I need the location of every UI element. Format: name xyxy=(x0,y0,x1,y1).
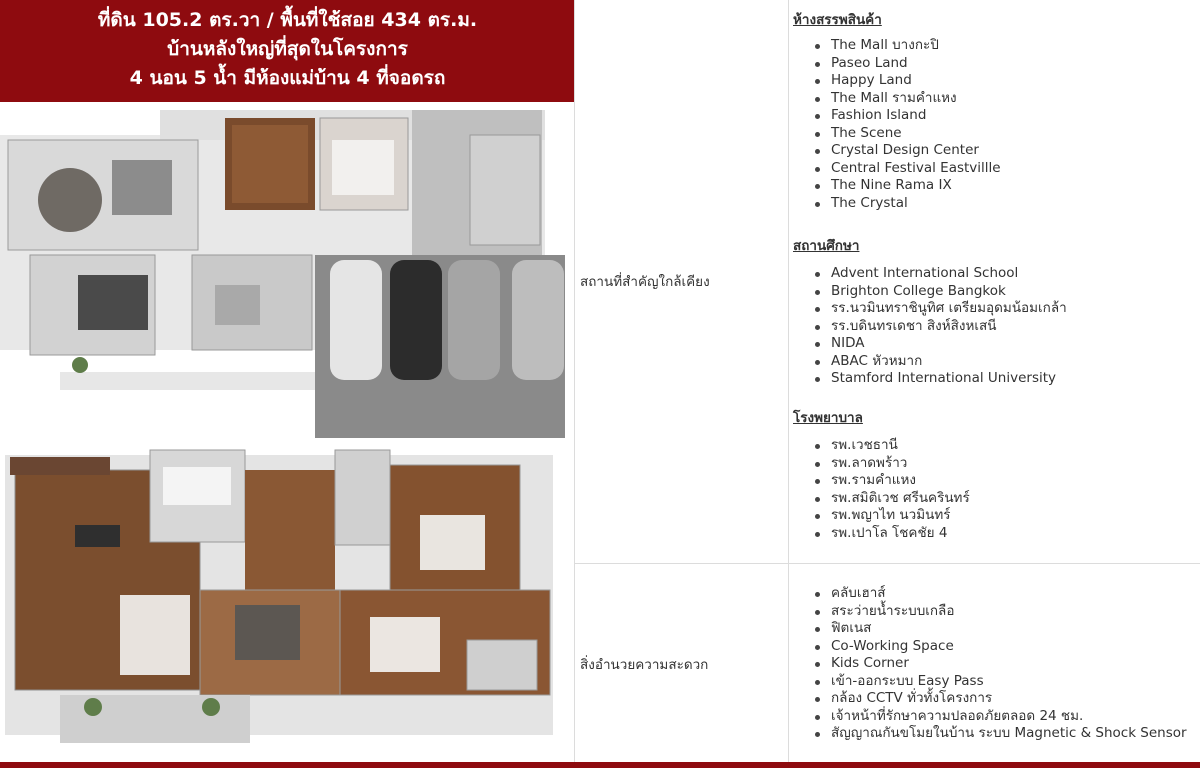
banner-line-2: บ้านหลังใหญ่ที่สุดในโครงการ xyxy=(167,38,408,60)
list-item: สระว่ายน้ำระบบเกลือ xyxy=(815,603,1187,621)
list-item: Central Festival Eastvillle xyxy=(815,160,1001,178)
malls-list xyxy=(793,37,1001,212)
list-item: รพ.รามคำแหง xyxy=(815,472,970,490)
hospitals-list xyxy=(793,437,970,542)
list-item: Crystal Design Center xyxy=(815,142,1001,160)
list-item: สัญญาณกันขโมยในบ้าน ระบบ Magnetic & Shock Sensor xyxy=(815,725,1187,743)
list-item: กล้อง CCTV ทั่วทั้งโครงการ xyxy=(815,690,1187,708)
list-item: รพ.เปาโล โชคชัย 4 xyxy=(815,525,970,543)
list-item: Fashion Island xyxy=(815,107,1001,125)
list-item: คลับเฮาส์ xyxy=(815,585,1187,603)
ground-floor-plan-image xyxy=(0,110,565,440)
table-border-middle xyxy=(788,0,789,762)
list-item: รพ.ลาดพร้าว xyxy=(815,455,970,473)
list-item: The Mall บางกะปิ xyxy=(815,37,1001,55)
upper-floor-plan-image xyxy=(5,445,553,750)
list-item: The Crystal xyxy=(815,195,1001,213)
banner-line-3: 4 นอน 5 น้ำ มีห้องแม่บ้าน 4 ที่จอดรถ xyxy=(129,67,446,89)
list-item: รพ.พญาไท นวมินทร์ xyxy=(815,507,970,525)
list-item: The Mall รามคำแหง xyxy=(815,90,1001,108)
list-item: รพ.เวชธานี xyxy=(815,437,970,455)
list-item: Happy Land xyxy=(815,72,1001,90)
list-item: ฟิตเนส xyxy=(815,620,1187,638)
hospitals-heading: โรงพยาบาล xyxy=(793,410,863,426)
list-item: รร.นวมินทราชินูทิศ เตรียมอุดมน้อมเกล้า xyxy=(815,300,1067,318)
list-item: รร.บดินทรเดชา สิงห์สิงหเสนี xyxy=(815,318,1067,336)
list-item: The Scene xyxy=(815,125,1001,143)
list-item: Paseo Land xyxy=(815,55,1001,73)
banner-line-1: ที่ดิน 105.2 ตร.วา / พื้นที่ใช้สอย 434 ตร.ม. xyxy=(97,9,478,31)
list-item: Advent International School xyxy=(815,265,1067,283)
schools-section xyxy=(793,234,1067,388)
list-item: The Nine Rama IX xyxy=(815,177,1001,195)
list-item: Stamford International University xyxy=(815,370,1067,388)
nearby-places-label: สถานที่สำคัญใกล้เคียง xyxy=(580,274,710,290)
malls-section xyxy=(793,8,1001,212)
footer-bar xyxy=(0,762,1200,768)
malls-heading: ห้างสรรพสินค้า xyxy=(793,12,882,28)
schools-heading: สถานศึกษา xyxy=(793,238,860,254)
hospitals-section xyxy=(793,406,970,542)
schools-list xyxy=(793,265,1067,388)
facilities-list xyxy=(793,585,1187,743)
list-item: เจ้าหน้าที่รักษาความปลอดภัยตลอด 24 ชม. xyxy=(815,708,1187,726)
list-item: Co-Working Space xyxy=(815,638,1187,656)
facilities-section xyxy=(793,585,1187,743)
table-border-left xyxy=(574,0,575,762)
list-item: ABAC หัวหมาก xyxy=(815,353,1067,371)
list-item: เข้า-ออกระบบ Easy Pass xyxy=(815,673,1187,691)
list-item: รพ.สมิติเวช ศรีนครินทร์ xyxy=(815,490,970,508)
list-item: Brighton College Bangkok xyxy=(815,283,1067,301)
table-row-divider xyxy=(574,563,1200,564)
floorplan-banner xyxy=(0,0,575,102)
list-item: NIDA xyxy=(815,335,1067,353)
facilities-label: สิ่งอำนวยความสะดวก xyxy=(580,657,709,673)
floorplan-panel xyxy=(0,0,575,762)
list-item: Kids Corner xyxy=(815,655,1187,673)
